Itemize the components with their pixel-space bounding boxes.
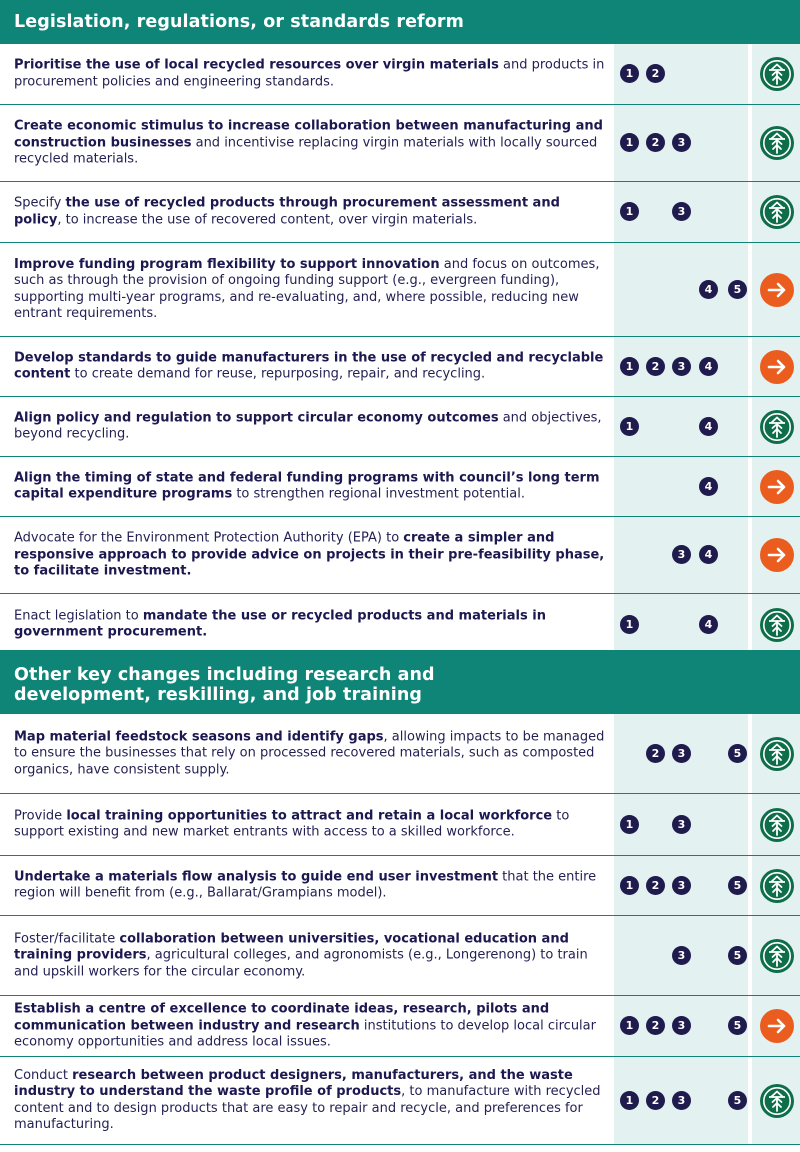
outcome-numbers (620, 615, 746, 635)
outcome-numbers (620, 744, 746, 764)
section-title: development, reskilling, and job training (14, 685, 423, 705)
outcome-number-badge: 4 (699, 280, 718, 299)
arrow-right-icon (760, 273, 794, 307)
outcome-numbers (620, 133, 746, 153)
action-description (14, 530, 610, 580)
action-description (14, 58, 610, 91)
action-emphasis: Develop standards to guide manufacturers in the use of recycled and recyclable content (14, 350, 604, 382)
outcome-numbers (620, 477, 746, 497)
table-row (0, 397, 800, 457)
tree-icon (760, 608, 794, 642)
outcome-number-badge: 5 (728, 280, 747, 299)
action-text: Advocate for the Environment Protection Authority (EPA) to (14, 530, 404, 546)
action-text: and objectives, beyond recycling. (14, 410, 602, 442)
table-row (0, 1057, 800, 1145)
action-emphasis: create a simpler and responsive approach to provide advice on projects in their pre-feasibility phase, to facilitate investment. (14, 530, 605, 579)
outcome-number-badge: 1 (620, 1016, 639, 1035)
outcome-number-badge: 1 (620, 1091, 639, 1110)
tree-icon (760, 939, 794, 973)
action-text: and focus on outcomes, such as through the provision of ongoing funding support (e.g., evergreen funding), supporting multi-year programs, and re-evaluating, and, where possible, reducing new entrant requirements. (14, 256, 600, 321)
tree-icon (760, 126, 794, 160)
action-description (14, 729, 610, 779)
action-emphasis: the use of recycled products through procurement assessment and policy (14, 195, 560, 227)
table-row (0, 243, 800, 337)
tree-icon (760, 1084, 794, 1118)
table-row (0, 794, 800, 856)
tree-icon (760, 869, 794, 903)
tree-icon (760, 195, 794, 229)
action-emphasis: Prioritise the use of local recycled resources over virgin materials (14, 57, 499, 73)
outcome-number-badge: 1 (620, 876, 639, 895)
action-text: Foster/facilitate (14, 930, 120, 946)
action-text: , to increase the use of recovered content, over virgin materials. (57, 212, 478, 227)
outcome-number-badge: 4 (699, 417, 718, 436)
action-text: and products in procurement policies and engineering standards. (14, 57, 605, 89)
outcome-number-badge: 2 (646, 357, 665, 376)
outcome-number-badge: 3 (672, 1091, 691, 1110)
action-emphasis: mandate the use or recycled products and materials in government procurement. (14, 608, 546, 640)
action-description (14, 257, 610, 323)
action-text: to create demand for reuse, repurposing, repair, and recycling. (70, 366, 486, 382)
action-emphasis: Map material feedstock seasons and identify gaps (14, 728, 384, 744)
outcome-number-badge: 3 (672, 133, 691, 152)
table-row (0, 105, 800, 182)
action-emphasis: Establish a centre of excellence to coordinate ideas, research, pilots and communication between industry and research (14, 1001, 550, 1033)
action-text: Specify (14, 195, 66, 211)
table-row (0, 44, 800, 105)
outcome-number-badge: 3 (672, 202, 691, 221)
arrow-right-icon (760, 1009, 794, 1043)
outcome-number-badge: 3 (672, 744, 691, 763)
action-emphasis: Improve funding program flexibility to support innovation (14, 256, 440, 272)
table-row (0, 594, 800, 656)
outcome-numbers (620, 1016, 746, 1036)
section-title: Legislation, regulations, or standards reform (14, 12, 464, 32)
table-row (0, 996, 800, 1057)
section-header (0, 650, 800, 714)
table-row (0, 916, 800, 996)
action-description (14, 608, 610, 641)
outcome-numbers (620, 417, 746, 437)
outcome-numbers (620, 1091, 746, 1111)
table-row (0, 337, 800, 397)
outcome-number-badge: 4 (699, 357, 718, 376)
outcome-number-badge: 2 (646, 876, 665, 895)
outcome-number-badge: 3 (672, 357, 691, 376)
action-description (14, 1001, 610, 1051)
outcome-number-badge: 2 (646, 1091, 665, 1110)
arrow-right-icon (760, 538, 794, 572)
outcome-number-badge: 3 (672, 946, 691, 965)
arrow-right-icon (760, 350, 794, 384)
outcome-number-badge: 2 (646, 133, 665, 152)
outcome-number-badge: 1 (620, 64, 639, 83)
tree-icon (760, 410, 794, 444)
tree-icon (760, 808, 794, 842)
table-row (0, 517, 800, 594)
action-emphasis: Align the timing of state and federal funding programs with council’s long term capital expenditure programs (14, 470, 600, 502)
action-description (14, 470, 610, 503)
outcome-numbers (620, 280, 746, 300)
section-header (0, 0, 800, 44)
outcome-number-badge: 1 (620, 202, 639, 221)
outcome-number-badge: 5 (728, 744, 747, 763)
action-text: , agricultural colleges, and agronomists (e.g., Longerenong) to train and upskill workers for the circular economy. (14, 947, 588, 979)
action-text: institutions to develop local circular economy opportunities and address local issues. (14, 1017, 596, 1050)
outcome-number-badge: 5 (728, 1091, 747, 1110)
outcome-numbers (620, 946, 746, 966)
action-description (14, 808, 610, 841)
outcome-number-badge: 1 (620, 815, 639, 834)
outcome-number-badge: 1 (620, 615, 639, 634)
outcome-number-badge: 5 (728, 1016, 747, 1035)
outcome-number-badge: 2 (646, 744, 665, 763)
outcome-numbers (620, 64, 746, 84)
action-description (14, 118, 610, 168)
action-description (14, 931, 610, 981)
tree-icon (760, 737, 794, 771)
outcome-number-badge: 4 (699, 545, 718, 564)
action-text: to support existing and new market entrants with access to a skilled workforce. (14, 808, 570, 840)
outcome-number-badge: 2 (646, 1016, 665, 1035)
action-text: Enact legislation to (14, 608, 143, 623)
action-description (14, 196, 610, 229)
table-row (0, 714, 800, 794)
action-emphasis: local training opportunities to attract and retain a local workforce (66, 808, 553, 823)
outcome-numbers (620, 876, 746, 896)
outcome-number-badge: 1 (620, 133, 639, 152)
tree-icon (760, 57, 794, 91)
outcome-numbers (620, 357, 746, 377)
table-row (0, 182, 800, 243)
outcome-number-badge: 1 (620, 357, 639, 376)
action-description (14, 869, 610, 902)
action-text: , allowing impacts to be managed to ensure the businesses that rely on processed recovered materials, such as composted organics, have consistent supply. (14, 728, 605, 777)
outcome-number-badge: 3 (672, 545, 691, 564)
outcome-number-badge: 4 (699, 615, 718, 634)
action-text: Conduct (14, 1067, 73, 1083)
outcome-numbers (620, 202, 746, 222)
action-emphasis: Undertake a materials flow analysis to guide end user investment (14, 869, 499, 884)
action-emphasis: research between product designers, manufacturers, and the waste industry to understand the waste profile of products (14, 1067, 573, 1099)
outcome-numbers (620, 815, 746, 835)
outcome-number-badge: 3 (672, 815, 691, 834)
outcome-number-badge: 3 (672, 1016, 691, 1035)
action-description (14, 350, 610, 383)
action-text: , to manufacture with recycled content and to design products that are easy to repair and recycle, and preferences for manufacturing. (14, 1084, 601, 1132)
action-emphasis: Create economic stimulus to increase collaboration between manufacturing and construction businesses (14, 118, 603, 150)
outcome-number-badge: 4 (699, 477, 718, 496)
action-emphasis: collaboration between universities, vocational education and training providers (14, 930, 569, 963)
outcome-number-badge: 2 (646, 64, 665, 83)
outcome-number-badge: 1 (620, 417, 639, 436)
action-text: Provide (14, 808, 67, 823)
action-emphasis: Align policy and regulation to support circular economy outcomes (14, 410, 499, 425)
action-text: to strengthen regional investment potential. (232, 486, 525, 502)
outcome-number-badge: 5 (728, 946, 747, 965)
outcome-number-badge: 5 (728, 876, 747, 895)
table-row (0, 457, 800, 517)
action-text: that the entire region will benefit from (e.g., Ballarat/Grampians model). (14, 869, 597, 901)
outcome-numbers (620, 545, 746, 565)
action-description (14, 1068, 610, 1134)
table-row (0, 856, 800, 916)
arrow-right-icon (760, 470, 794, 504)
action-text: and incentivise replacing virgin materials with locally sourced recycled materials. (14, 134, 598, 167)
section-title: Other key changes including research and (14, 665, 435, 685)
action-description (14, 410, 610, 443)
outcome-number-badge: 3 (672, 876, 691, 895)
